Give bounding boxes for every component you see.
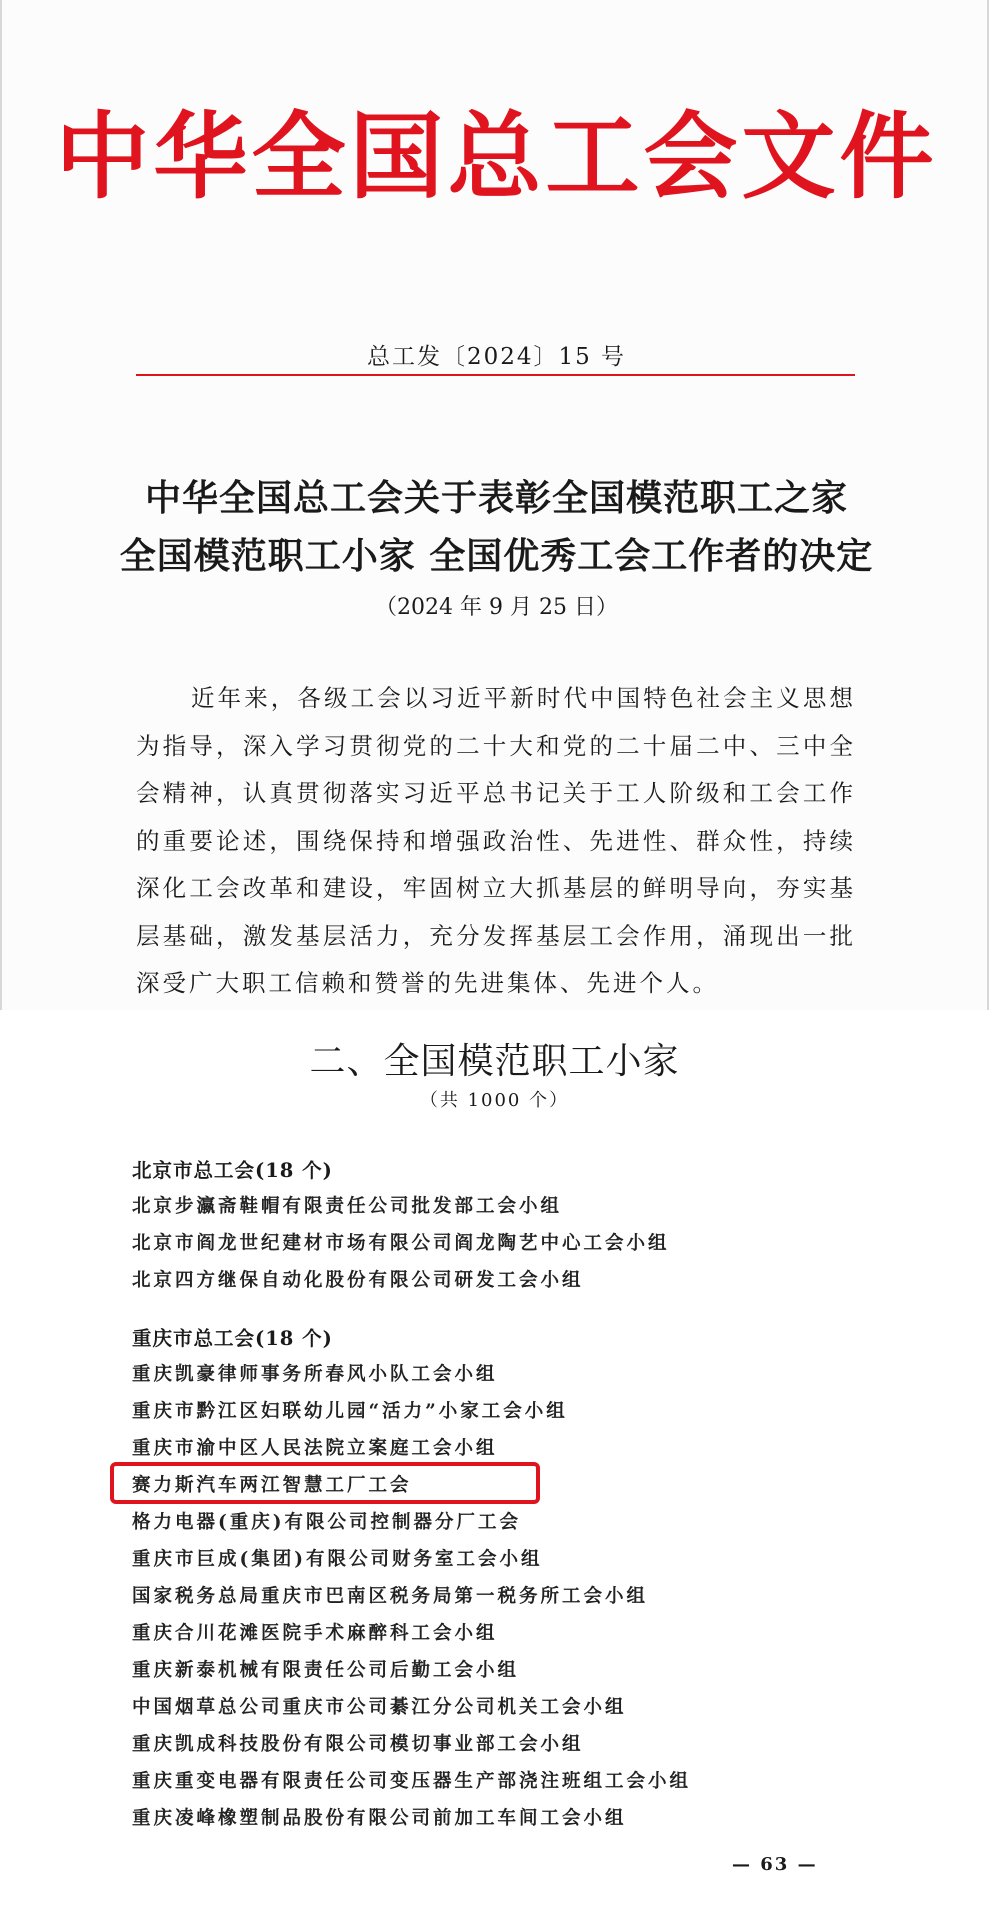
list-item: 重庆重变电器有限责任公司变压器生产部浇注班组工会小组 [132,1771,692,1792]
section-title: 二、全国模范职工小家 [309,1041,680,1082]
list-item: 格力电器(重庆)有限公司控制器分厂工会 [132,1512,522,1533]
decision-title-line2: 全国模范职工小家 全国优秀工会工作者的决定 [119,535,874,577]
list-item: 国家税务总局重庆市巴南区税务局第一税务所工会小组 [132,1586,649,1607]
list-item: 重庆市渝中区人民法院立案庭工会小组 [132,1438,498,1459]
page-number: — 63 — [732,1854,818,1875]
list-item: 重庆市巨成(集团)有限公司财务室工会小组 [132,1549,543,1570]
group-heading-beijing: 北京市总工会(18 个) [132,1159,333,1182]
highlight-box [110,1462,540,1504]
list-item: 北京步瀛斋鞋帽有限责任公司批发部工会小组 [132,1196,563,1217]
document-number: 总工发〔2024〕15 号 [366,344,627,370]
decision-date: （2024 年 9 月 25 日） [375,595,618,620]
red-divider-line [136,374,855,376]
list-item: 中国烟草总公司重庆市公司綦江分公司机关工会小组 [132,1697,627,1718]
list-item: 重庆合川花滩医院手术麻醉科工会小组 [132,1623,498,1644]
group-heading-chongqing: 重庆市总工会(18 个) [132,1327,333,1350]
list-item: 北京四方继保自动化股份有限公司研发工会小组 [132,1270,584,1291]
list-item: 北京市阎龙世纪建材市场有限公司阎龙陶艺中心工会小组 [132,1233,670,1254]
list-item: 重庆市黔江区妇联幼儿园“活力”小家工会小组 [132,1401,568,1422]
list-item: 重庆新泰机械有限责任公司后勤工会小组 [132,1660,520,1681]
masthead-title: 中华全国总工会文件 [55,102,938,212]
list-item-highlighted: 赛力斯汽车两江智慧工厂工会 [132,1475,412,1496]
list-item: 重庆凯成科技股份有限公司模切事业部工会小组 [132,1734,584,1755]
list-item: 重庆凌峰橡塑制品股份有限公司前加工车间工会小组 [132,1808,627,1829]
intro-paragraph: 近年来，各级工会以习近平新时代中国特色社会主义思想为指导，深入学习贯彻党的二十大和党的二十届二中、三中全会精神，认真贯彻落实习近平总书记关于工人阶级和工会工作的重要论述，围绕保持和增强政治性、先进性、群众性，持续深化工会改革和建设，牢固树立大抓基层的鲜明导向，夯实基层基础，激发基层活力，充分发挥基层工会作用，涌现出一批深受广大职工信赖和赞誉的先进集体、先进个人。 [136,684,856,997]
list-item: 重庆凯豪律师事务所春风小队工会小组 [132,1364,498,1385]
decision-title-line1: 中华全国总工会关于表彰全国模范职工之家 [144,477,848,519]
section-count: （共 1000 个） [419,1090,570,1111]
